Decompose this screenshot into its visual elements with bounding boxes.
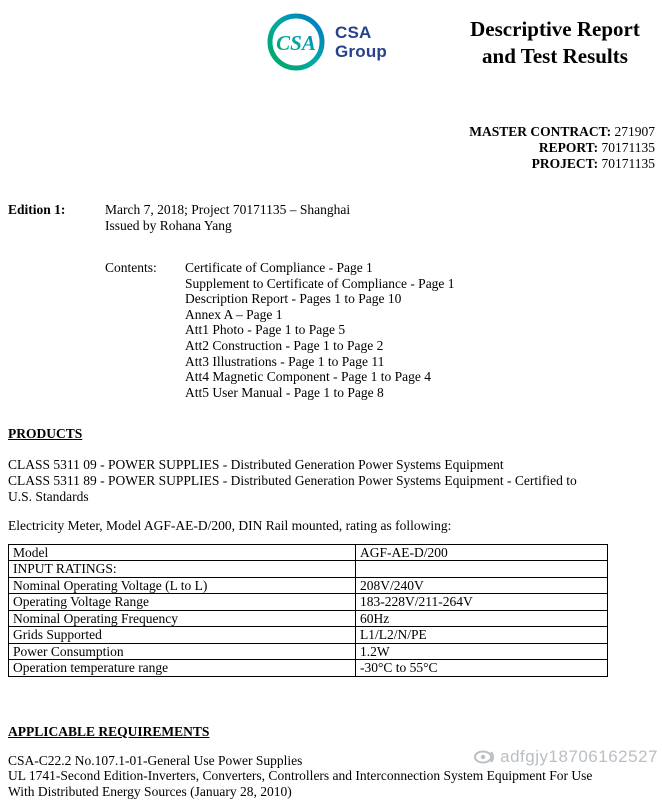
contents-item: Annex A – Page 1 [185,306,283,322]
contents-item: Certificate of Compliance - Page 1 [185,260,373,275]
table-row [9,594,608,611]
table-cell-label: Grids Supported [9,627,356,644]
product-class-line: CLASS 5311 89 - POWER SUPPLIES - Distributed Generation Power Systems Equipment - Certified to U.S. Standards [8,472,577,504]
table-cell-label: Nominal Operating Voltage (L to L) [9,577,356,594]
table-row [9,660,608,677]
contents-item: Att3 Illustrations - Page 1 to Page 11 [185,353,385,369]
edition-line2: Issued by Rohana Yang [105,218,232,233]
table-cell-value: 1.2W [356,643,608,660]
contents-list [185,260,455,400]
report-value: 70171135 [598,140,655,155]
table-cell-label: Operating Voltage Range [9,594,356,611]
contents-item: Description Report - Pages 1 to Page 10 [185,291,402,307]
table-cell-label: Model [9,544,356,561]
table-cell-value: 208V/240V [356,577,608,594]
edition-text [105,202,350,234]
table-row [9,627,608,644]
document-header [0,0,662,118]
table-row [9,643,608,660]
weibo-watermark-icon [474,749,496,765]
edition-label: Edition 1: [8,202,66,217]
table-cell-label: Operation temperature range [9,660,356,677]
table-row [9,577,608,594]
table-cell-value: 183-228V/211-264V [356,594,608,611]
watermark-text: adfgjy18706162527 [500,747,658,766]
table-row [9,544,608,561]
table-row [9,610,608,627]
master-contract-value: 271907 [611,124,655,139]
project-label: PROJECT: [531,156,599,171]
project-row [0,156,655,172]
requirements-heading: APPLICABLE REQUIREMENTS [8,723,210,739]
watermark [474,747,658,767]
requirement-line: CSA-C22.2 No.107.1-01-General Use Power Supplies [8,752,303,768]
document-title-line1: Descriptive Report [470,17,640,41]
product-class-line: CLASS 5311 09 - POWER SUPPLIES - Distributed Generation Power Systems Equipment [8,457,504,473]
table-cell-label: Nominal Operating Frequency [9,610,356,627]
document-title-line2: and Test Results [482,44,628,68]
report-row [0,140,655,156]
csa-wordmark [335,23,387,61]
product-intro: Electricity Meter, Model AGF-AE-D/200, DIN Rail mounted, rating as following: [8,518,452,534]
csa-wordmark-line1: CSA [335,23,372,42]
contract-block [0,124,662,172]
table-cell-value: -30°C to 55°C [356,660,608,677]
product-classes [0,457,632,504]
contents-indent [8,260,105,400]
contents-item: Att4 Magnetic Component - Page 1 to Page 4 [185,369,431,385]
ratings-table [8,544,608,677]
contents-item: Att5 User Manual - Page 1 to Page 8 [185,384,384,400]
contents-item: Att1 Photo - Page 1 to Page 5 [185,322,346,338]
table-row [9,561,608,578]
project-value: 70171135 [598,156,655,171]
master-contract-label: MASTER CONTRACT: [469,124,612,139]
contents-label: Contents: [105,260,157,275]
edition-section [0,202,662,234]
table-cell-value [356,561,608,578]
csa-wordmark-line2: Group [335,42,387,61]
products-heading: PRODUCTS [8,426,83,442]
contents-item: Att2 Construction - Page 1 to Page 2 [185,337,384,353]
contents-item: Supplement to Certificate of Compliance - Page 1 [185,275,455,291]
csa-group-logo [266,12,387,72]
table-cell-label: Power Consumption [9,643,356,660]
edition-line1: March 7, 2018; Project 70171135 – Shanghai [105,202,351,217]
report-label: REPORT: [538,140,599,155]
table-cell-value: AGF-AE-D/200 [356,544,608,561]
csa-logo-icon [266,12,326,72]
contents-section [0,260,662,400]
document-title [450,16,660,70]
csa-monogram: CSA [276,31,316,55]
table-cell-label: INPUT RATINGS: [9,561,356,578]
requirement-line: UL 1741-Second Edition-Inverters, Converters, Controllers and Interconnection System Equipment For Use With Distributed Energy Sources (January 28, 2010) [8,768,593,799]
table-cell-value: L1/L2/N/PE [356,627,608,644]
table-cell-value: 60Hz [356,610,608,627]
master-contract-row [0,124,655,140]
